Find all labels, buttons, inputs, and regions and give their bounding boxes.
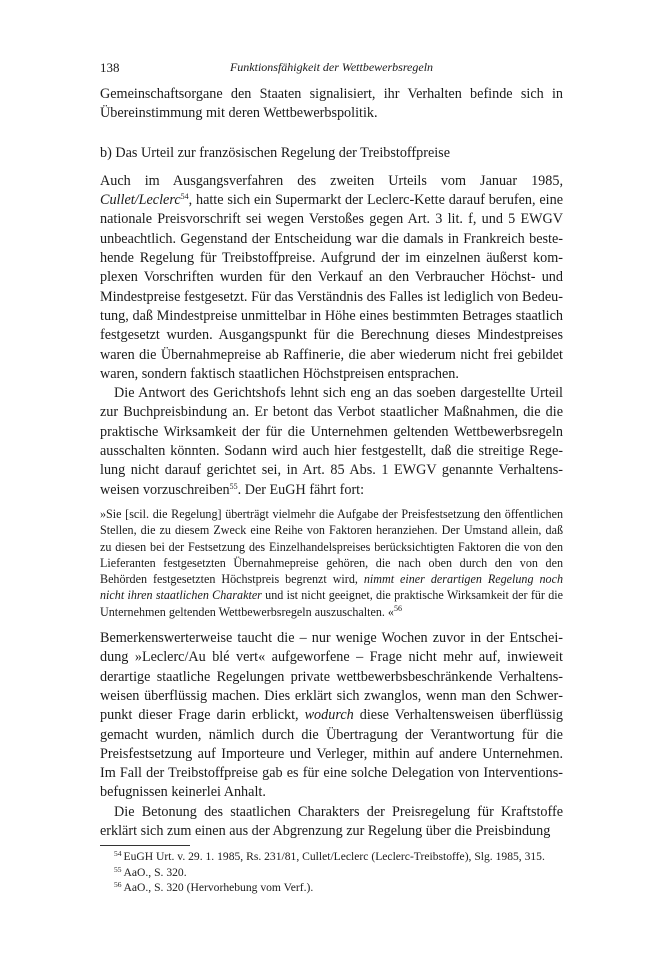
page-content [100, 60, 563, 896]
footnote-ref-55: 55 [229, 481, 238, 491]
case-name: Cullet/Leclerc [100, 192, 181, 209]
paragraph-3-text-b: diese Verhaltensweisen überflüssig gemacht wurden, nämlich durch die Übertragung der Verantwortung für die Preisfestsetzung auf Importeure und Verleger, mithin auf andere Unternehmen. Im Fall der Treibstoffpreise gab es für eine solche Delegation von Interventionsbefugnissen keinerlei Anhalt. [100, 707, 563, 801]
footnote-text: AaO., S. 320. [123, 865, 187, 879]
paragraph-1-text-a: Auch im Ausgangsverfahren des zweiten Urteils vom Januar 1985, [100, 172, 563, 189]
footnote-55 [100, 865, 563, 880]
footnote-divider [100, 845, 190, 846]
page-number: 138 [100, 60, 120, 75]
paragraph-3-text-a: Bemerkenswerterweise taucht die – nur wenige Wochen zuvor in der Entscheidung »Leclerc/Au blé vert« aufgeworfene – Frage nicht mehr auf, inwieweit derartige staatliche Regelungen private wettbewerbsbeschränkende Verhaltensweisen überflüssig machen. Dies erklärt sich zwanglos, wenn man den Schwerpunkt dieser Frage darin erblickt, [100, 630, 563, 724]
intro-paragraph: Gemeinschaftsorgane den Staaten signalisiert, ihr Verhalten befinde sich in Übereinstimmung mit deren Wettbewerbspolitik. [100, 86, 563, 122]
paragraph-4: Die Betonung des staatlichen Charakters der Preisregelung für Kraftstoffe erklärt sich zum einen aus der Abgrenzung zur Regelung über die Preisbindung [100, 803, 563, 839]
paragraph-3 [100, 629, 563, 803]
block-quote [100, 506, 563, 620]
paragraph-2-text-a: Die Antwort des Gerichtshofs lehnt sich eng an das soeben dargestellte Urteil zur Buchpreisbindung an. Er betont das Verbot staatlicher Maßnahmen, die die praktische Wirksamkeit der für die Unternehmen geltenden Wettbewerbsregeln ausschalten könnten. Sodann wird auch hier festgestellt, daß die streitige Regelung nicht darauf gerichtet sei, in Art. 85 Abs. 1 EWGV genannte Verhaltensweisen vorzuschreiben [100, 385, 563, 498]
footnote-text: AaO., S. 320 (Hervorhebung vom Verf.). [123, 881, 314, 895]
paragraph-2-text-b: . Der EuGH fährt fort: [237, 481, 365, 498]
footnote-number: 54 [114, 849, 122, 859]
footnote-number: 55 [114, 864, 122, 874]
paragraph-3-emphasis: wodurch [304, 707, 354, 724]
paragraph-1 [100, 172, 563, 384]
quote-text-b: und ist nicht geeignet, die praktische Wirksamkeit der für die Unternehmen geltenden Wettbewerbsregeln auszuschalten. « [100, 588, 563, 619]
footnote-54 [100, 849, 563, 864]
paragraph-1-text-b: , hatte sich ein Supermarkt der Leclerc-Kette darauf berufen, eine nationale Preisvorschrift sei wegen Verstoßes gegen Art. 3 lit. f, und 5 EWGV unbeachtlich. Gegenstand der Entscheidung war die damals in Frankreich bestehende Regelung für Treibstoffpreise. Aufgrund der im einzelnen äußerst komplexen Vorschriften wurden für den Verkauf an den Verbraucher Höchst- und Mindestpreise festgesetzt. Für das Verständnis des Falles ist lediglich von Bedeutung, daß Mindestpreise unmittelbar in Höhe eines bestimmten Betrages staatlich festgesetzt wurden. Ausgangspunkt für die Berechnung dieses Mindestpreises waren die Übernahmepreise ab Raffinerie, die aber wiederum nicht frei gebildet waren, sondern faktisch staatlichen Höchstpreisen entsprachen. [100, 192, 563, 382]
quote-emphasis: nimmt einer derartigen Regelung noch nicht ihren staatlichen Charakter [100, 572, 563, 603]
section-heading: b) Das Urteil zur französischen Regelung der Treibstoffpreise [100, 144, 450, 161]
footnote-text: EuGH Urt. v. 29. 1. 1985, Rs. 231/81, Cullet/Leclerc (Leclerc-Treibstoffe), Slg. 1985, 315. [123, 850, 545, 864]
footnote-56 [100, 880, 563, 895]
footnote-ref-56: 56 [393, 603, 402, 613]
quote-text-a: »Sie [scil. die Regelung] überträgt vielmehr die Aufgabe der Preisfestsetzung den öffentlichen Stellen, die zu diesem Zweck eine Reihe von Faktoren heranziehen. Der Umstand allein, daß zu diesen bei der Festsetzung des Einzelhandelspreises berücksichtigten Faktoren die von den Lieferanten festgesetzten Übernahmepreise gehören, die nach oben durch den von den Behörden festgesetzten Höchstpreis begrenzt wird, [100, 506, 563, 587]
running-title: Funktionsfähigkeit der Wettbewerbsregeln [229, 60, 434, 74]
paragraph-2 [100, 384, 563, 500]
footnote-ref-54: 54 [180, 192, 189, 202]
running-head [100, 60, 563, 82]
footnote-number: 56 [114, 880, 122, 890]
footnotes [100, 845, 563, 895]
